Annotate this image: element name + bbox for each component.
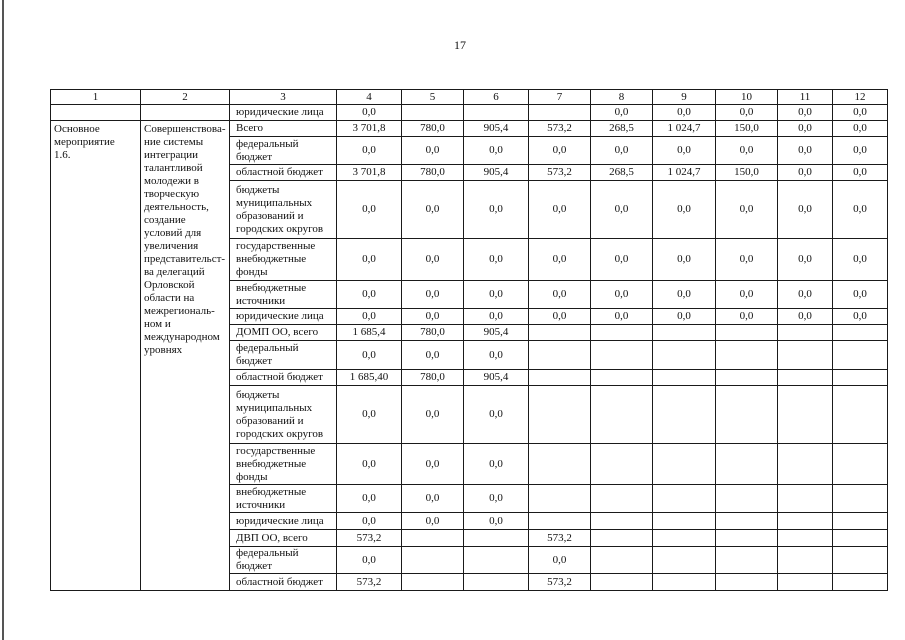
value-cell: 0,0	[402, 386, 464, 444]
column-number: 8	[591, 90, 653, 105]
value-cell: 1 685,4	[337, 325, 402, 341]
value-cell: 0,0	[337, 137, 402, 165]
value-cell: 1 024,7	[653, 165, 716, 181]
value-cell: 0,0	[591, 181, 653, 239]
value-cell	[653, 513, 716, 530]
value-cell: 0,0	[337, 341, 402, 370]
value-cell	[402, 574, 464, 591]
value-cell: 0,0	[464, 513, 529, 530]
value-cell: 905,4	[464, 370, 529, 386]
row-label: областной бюджет	[230, 574, 337, 591]
row-label: государственные внебюджетные фонды	[230, 239, 337, 281]
value-cell	[464, 547, 529, 574]
value-cell: 0,0	[402, 137, 464, 165]
value-cell	[778, 485, 833, 513]
value-cell: 0,0	[464, 137, 529, 165]
value-cell: 0,0	[464, 281, 529, 309]
value-cell	[529, 370, 591, 386]
value-cell: 0,0	[653, 137, 716, 165]
value-cell: 573,2	[529, 574, 591, 591]
value-cell: 780,0	[402, 121, 464, 137]
value-cell	[653, 485, 716, 513]
value-cell: 0,0	[529, 137, 591, 165]
row-label: ДВП ОО, всего	[230, 530, 337, 547]
scan-edge-line	[2, 0, 4, 640]
value-cell: 0,0	[833, 121, 888, 137]
value-cell	[778, 530, 833, 547]
row-label: внебюджетные источники	[230, 281, 337, 309]
column-number: 2	[141, 90, 230, 105]
value-cell	[591, 386, 653, 444]
value-cell: 0,0	[464, 309, 529, 325]
value-cell: 0,0	[653, 105, 716, 121]
value-cell: 0,0	[529, 309, 591, 325]
value-cell	[833, 444, 888, 485]
value-cell	[778, 341, 833, 370]
value-cell	[778, 386, 833, 444]
column-number: 11	[778, 90, 833, 105]
value-cell: 3 701,8	[337, 121, 402, 137]
value-cell	[716, 386, 778, 444]
value-cell: 905,4	[464, 165, 529, 181]
value-cell: 0,0	[833, 137, 888, 165]
value-cell: 0,0	[337, 281, 402, 309]
value-cell	[591, 444, 653, 485]
value-cell: 0,0	[778, 121, 833, 137]
value-cell: 268,5	[591, 121, 653, 137]
value-cell	[716, 513, 778, 530]
value-cell: 0,0	[716, 137, 778, 165]
value-cell	[591, 530, 653, 547]
value-cell: 0,0	[591, 281, 653, 309]
value-cell: 1 685,40	[337, 370, 402, 386]
row-label: федеральный бюджет	[230, 341, 337, 370]
value-cell: 0,0	[716, 181, 778, 239]
value-cell	[833, 530, 888, 547]
value-cell: 0,0	[337, 513, 402, 530]
value-cell: 573,2	[529, 530, 591, 547]
value-cell: 0,0	[833, 165, 888, 181]
value-cell: 780,0	[402, 165, 464, 181]
empty-cell	[141, 105, 230, 121]
row-label: бюджеты муниципальных образований и городских округов	[230, 181, 337, 239]
value-cell: 0,0	[716, 281, 778, 309]
value-cell: 0,0	[529, 181, 591, 239]
value-cell	[833, 325, 888, 341]
value-cell: 0,0	[833, 281, 888, 309]
row-label: государственные внебюджетные фонды	[230, 444, 337, 485]
value-cell	[591, 370, 653, 386]
value-cell	[591, 485, 653, 513]
value-cell: 0,0	[778, 165, 833, 181]
value-cell	[653, 386, 716, 444]
value-cell	[464, 574, 529, 591]
value-cell: 0,0	[591, 239, 653, 281]
column-number: 3	[230, 90, 337, 105]
column-number: 4	[337, 90, 402, 105]
value-cell: 268,5	[591, 165, 653, 181]
value-cell: 0,0	[653, 309, 716, 325]
value-cell	[653, 370, 716, 386]
measure-description: Совершенствова- ние системы интеграции талантливой молодежи в творческую деятельность, создание условий для увеличения представительст- ва делегаций Орловской области на межрегиональ- ном и международном уровнях	[141, 121, 230, 591]
value-cell	[833, 547, 888, 574]
value-cell	[591, 547, 653, 574]
value-cell	[653, 325, 716, 341]
value-cell: 780,0	[402, 325, 464, 341]
value-cell: 0,0	[402, 239, 464, 281]
value-cell	[778, 513, 833, 530]
value-cell	[402, 530, 464, 547]
value-cell	[833, 386, 888, 444]
value-cell	[591, 341, 653, 370]
value-cell: 905,4	[464, 121, 529, 137]
table-row	[51, 105, 888, 121]
column-number: 10	[716, 90, 778, 105]
value-cell: 150,0	[716, 121, 778, 137]
value-cell: 0,0	[833, 239, 888, 281]
value-cell: 0,0	[337, 181, 402, 239]
value-cell: 1 024,7	[653, 121, 716, 137]
value-cell: 0,0	[402, 181, 464, 239]
measure-name: Основное мероприятие 1.6.	[51, 121, 141, 591]
column-number: 6	[464, 90, 529, 105]
value-cell: 0,0	[337, 444, 402, 485]
page-number: 17	[454, 38, 466, 52]
value-cell	[529, 485, 591, 513]
value-cell	[529, 386, 591, 444]
value-cell	[833, 341, 888, 370]
value-cell: 0,0	[337, 547, 402, 574]
budget-table	[50, 89, 888, 591]
value-cell: 573,2	[337, 530, 402, 547]
row-label: юридические лица	[230, 105, 337, 121]
value-cell: 0,0	[653, 239, 716, 281]
value-cell	[716, 485, 778, 513]
value-cell: 0,0	[529, 281, 591, 309]
value-cell: 0,0	[464, 444, 529, 485]
column-number: 1	[51, 90, 141, 105]
value-cell	[591, 325, 653, 341]
value-cell: 0,0	[402, 341, 464, 370]
value-cell: 0,0	[529, 547, 591, 574]
value-cell: 0,0	[464, 239, 529, 281]
value-cell	[591, 574, 653, 591]
value-cell	[716, 370, 778, 386]
value-cell	[464, 530, 529, 547]
value-cell	[778, 574, 833, 591]
value-cell: 0,0	[833, 181, 888, 239]
value-cell: 0,0	[402, 281, 464, 309]
value-cell: 0,0	[402, 485, 464, 513]
value-cell: 0,0	[716, 239, 778, 281]
row-label: областной бюджет	[230, 165, 337, 181]
value-cell: 905,4	[464, 325, 529, 341]
value-cell	[778, 370, 833, 386]
value-cell: 0,0	[591, 309, 653, 325]
value-cell	[778, 325, 833, 341]
row-label: юридические лица	[230, 309, 337, 325]
value-cell: 0,0	[464, 386, 529, 444]
row-label: юридические лица	[230, 513, 337, 530]
value-cell	[716, 574, 778, 591]
value-cell: 0,0	[716, 309, 778, 325]
value-cell	[716, 444, 778, 485]
value-cell	[716, 547, 778, 574]
value-cell	[833, 370, 888, 386]
table-row	[51, 121, 888, 137]
value-cell: 0,0	[653, 281, 716, 309]
value-cell: 0,0	[591, 137, 653, 165]
value-cell	[653, 574, 716, 591]
value-cell	[716, 341, 778, 370]
empty-cell	[51, 105, 141, 121]
value-cell: 0,0	[402, 513, 464, 530]
value-cell: 0,0	[529, 239, 591, 281]
value-cell	[464, 105, 529, 121]
value-cell	[402, 547, 464, 574]
column-number: 9	[653, 90, 716, 105]
column-number: 5	[402, 90, 464, 105]
value-cell	[529, 325, 591, 341]
column-number: 7	[529, 90, 591, 105]
column-number: 12	[833, 90, 888, 105]
value-cell: 0,0	[778, 281, 833, 309]
value-cell: 0,0	[337, 239, 402, 281]
header-row	[51, 90, 888, 105]
value-cell: 0,0	[778, 105, 833, 121]
value-cell	[529, 105, 591, 121]
value-cell	[653, 547, 716, 574]
value-cell	[833, 485, 888, 513]
value-cell: 3 701,8	[337, 165, 402, 181]
value-cell	[529, 444, 591, 485]
row-label: внебюджетные источники	[230, 485, 337, 513]
value-cell: 0,0	[591, 105, 653, 121]
value-cell: 0,0	[653, 181, 716, 239]
value-cell	[833, 574, 888, 591]
value-cell	[591, 513, 653, 530]
value-cell: 0,0	[833, 105, 888, 121]
value-cell	[529, 341, 591, 370]
value-cell: 150,0	[716, 165, 778, 181]
value-cell	[778, 444, 833, 485]
row-label: Всего	[230, 121, 337, 137]
value-cell	[833, 513, 888, 530]
value-cell: 573,2	[337, 574, 402, 591]
value-cell: 0,0	[337, 485, 402, 513]
value-cell: 0,0	[778, 137, 833, 165]
value-cell: 0,0	[833, 309, 888, 325]
value-cell: 0,0	[716, 105, 778, 121]
row-label: ДОМП ОО, всего	[230, 325, 337, 341]
value-cell: 0,0	[402, 444, 464, 485]
value-cell: 0,0	[778, 181, 833, 239]
value-cell: 780,0	[402, 370, 464, 386]
value-cell: 0,0	[778, 309, 833, 325]
value-cell: 573,2	[529, 165, 591, 181]
value-cell: 0,0	[464, 341, 529, 370]
value-cell: 0,0	[337, 105, 402, 121]
row-label: областной бюджет	[230, 370, 337, 386]
value-cell	[529, 513, 591, 530]
value-cell: 0,0	[464, 181, 529, 239]
value-cell: 0,0	[778, 239, 833, 281]
value-cell: 573,2	[529, 121, 591, 137]
value-cell	[653, 530, 716, 547]
value-cell: 0,0	[337, 309, 402, 325]
value-cell	[402, 105, 464, 121]
value-cell	[716, 325, 778, 341]
value-cell	[716, 530, 778, 547]
value-cell: 0,0	[402, 309, 464, 325]
value-cell: 0,0	[464, 485, 529, 513]
value-cell	[653, 341, 716, 370]
row-label: федеральный бюджет	[230, 547, 337, 574]
value-cell: 0,0	[337, 386, 402, 444]
row-label: бюджеты муниципальных образований и городских округов	[230, 386, 337, 444]
row-label: федеральный бюджет	[230, 137, 337, 165]
value-cell	[653, 444, 716, 485]
value-cell	[778, 547, 833, 574]
